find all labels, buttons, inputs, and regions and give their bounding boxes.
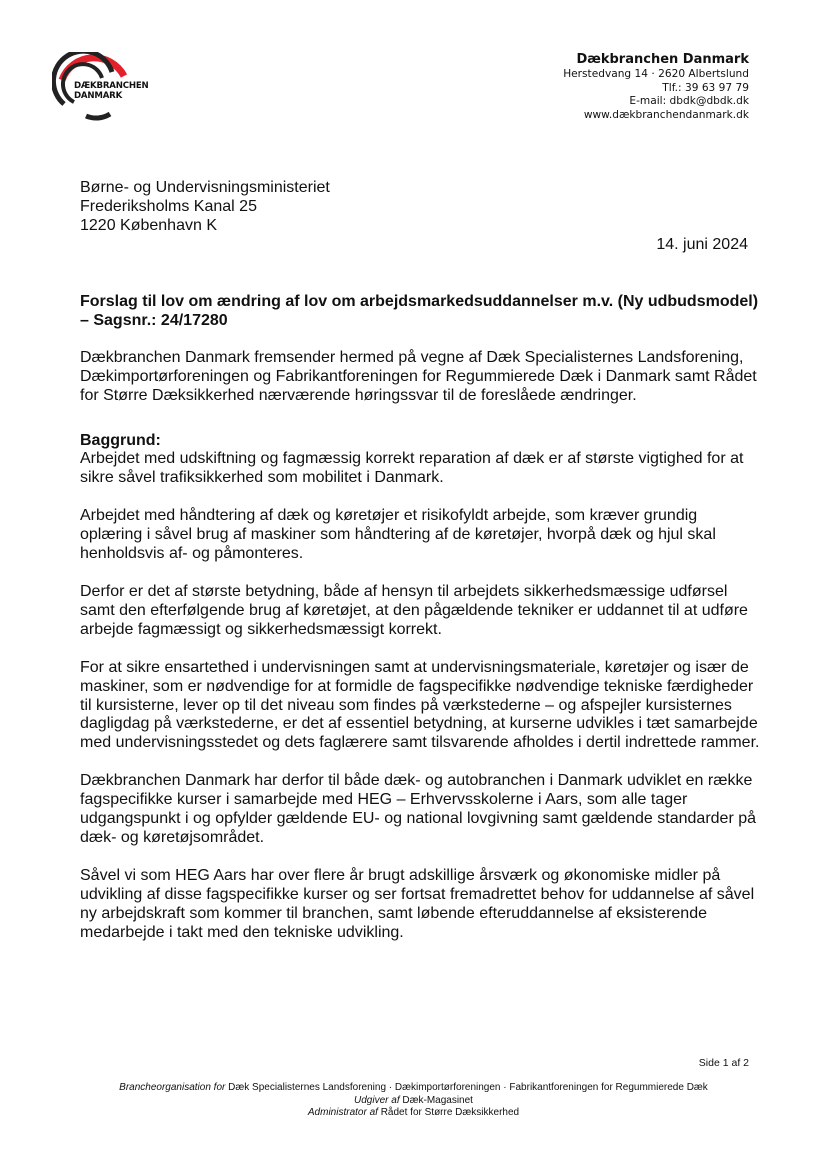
footer-line-1-text: Dæk Specialisternes Landsforening · Dækimportørforeningen · Fabrikantforeningen for Regummierede Dæk <box>228 1082 708 1093</box>
page-number: Side 1 af 2 <box>698 1057 749 1069</box>
recipient-address <box>80 178 330 235</box>
footer-line-3 <box>0 1107 827 1120</box>
body-paragraph: For at sikre ensartethed i undervisningen samt at undervisningsmateriale, køretøjer og især de maskiner, som er nødvendige for at formidle de fagspecifikke nødvendige tekniske færdigheder til kursisterne, lever op til det niveau som findes på værkstederne – og afspejler kursisternes dagligdag på værkstederne, er det af essentiel betydning, at kurserne udvikles i tæt samarbejde med undervisningsstedet og dets faglærere samt tilsvarende afholdes i dertil indrettede rammer. <box>80 658 760 752</box>
letter-subject: Forslag til lov om ændring af lov om arbejdsmarkedsuddannelser m.v. (Ny udbudsmodel) – Sagsnr.: 24/17280 <box>80 293 759 329</box>
logo-line-2: DANMARK <box>74 90 123 101</box>
sender-website: www.dækbranchendanmark.dk <box>583 108 749 121</box>
letter-body <box>80 293 760 961</box>
footer-line-3-text: Rådet for Større Dæksikkerhed <box>380 1107 520 1118</box>
logo-wordmark <box>74 82 149 101</box>
sender-block <box>563 52 749 122</box>
body-paragraph: Såvel vi som HEG Aars har over flere år brugt adskillige årsværk og økonomiske midler på udvikling af disse fagspecifikke kurser og ser fortsat fremadrettet behov for uddannelse af såvel ny arbejdskraft som kommer til branchen, samt løbende efteruddannelse af eksisterende medarbejde i takt med den tekniske udvikling. <box>80 866 755 941</box>
sender-email: E-mail: dbdk@dbdk.dk <box>629 95 749 107</box>
sender-name: Dækbranchen Danmark <box>576 52 749 67</box>
body-paragraph: Arbejdet med udskiftning og fagmæssig korrekt reparation af dæk er af største vigtighed for at sikre såvel trafiksikkerhed som mobilitet i Danmark. <box>80 450 744 487</box>
body-paragraph: Dækbranchen Danmark har derfor til både dæk- og autobranchen i Danmark udviklet en række fagspecifikke kurser i samarbejde med HEG – Erhvervsskolerne i Aars, som alle tager udgangspunkt i og opfylder gældende EU- og national lovgivning samt gældende standarder på dæk- og køretøjsområdet. <box>80 772 757 846</box>
letter-date: 14. juni 2024 <box>656 236 748 253</box>
footer-line-2-label: Udgiver af <box>354 1094 400 1106</box>
recipient-line-3: 1220 København K <box>80 217 217 234</box>
recipient-line-1: Børne- og Undervisningsministeriet <box>80 179 330 196</box>
footer-line-1-label: Brancheorganisation for <box>119 1082 226 1093</box>
sender-phone: Tlf.: 39 63 97 79 <box>662 81 749 94</box>
body-paragraph: Derfor er det af største betydning, både af hensyn til arbejdets sikkerhedsmæssige udførsel samt den efterfølgende brug af køretøjet, at den pågældende tekniker er uddannet til at udføre arbejde fagmæssigt og sikkerhedsmæssigt korrekt. <box>80 582 748 638</box>
section-heading: Baggrund: <box>80 431 161 449</box>
page-footer <box>0 1082 827 1120</box>
recipient-line-2: Frederiksholms Kanal 25 <box>80 198 257 215</box>
footer-line-2-text: Dæk-Magasinet <box>402 1094 473 1106</box>
body-paragraph: Arbejdet med håndtering af dæk og køretøjer et risikofyldt arbejde, som kræver grundig oplæring i såvel brug af maskiner som håndtering af de køretøjer, hvorpå dæk og hjul skal henholdsvis af- og påmonteres. <box>80 507 716 563</box>
footer-line-2 <box>0 1095 827 1108</box>
footer-line-3-label: Administrator af <box>307 1107 378 1118</box>
sender-address: Herstedvang 14 · 2620 Albertslund <box>563 68 749 80</box>
logo-line-1: DÆKBRANCHEN <box>74 81 149 91</box>
intro-paragraph: Dækbranchen Danmark fremsender hermed på vegne af Dæk Specialisternes Landsforening, Dækimportørforeningen og Fabrikantforeningen for Regummierede Dæk i Danmark samt Rådet for Større Dæksikkerhed nærværende høringssvar til de foreslåede ændringer. <box>80 348 757 404</box>
footer-line-1 <box>0 1082 827 1095</box>
company-logo <box>52 52 162 132</box>
